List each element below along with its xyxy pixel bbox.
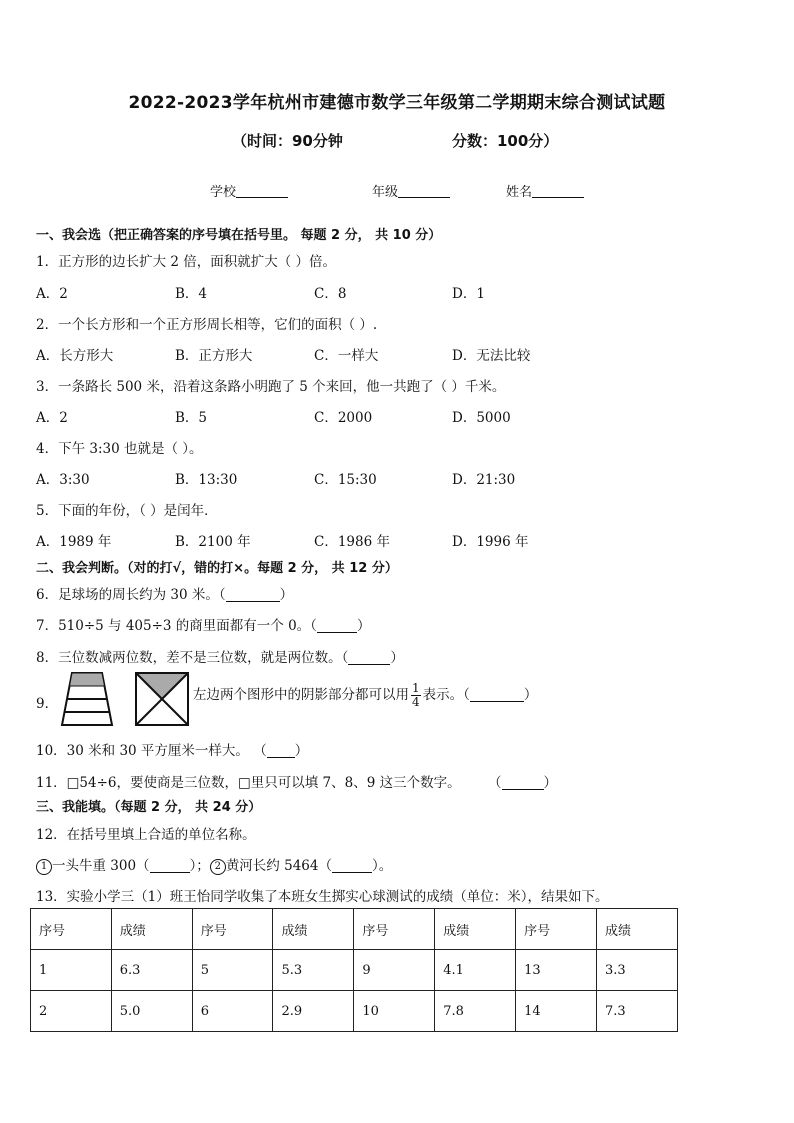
school-field[interactable]: [210, 181, 288, 200]
table-cell: 6.3: [111, 950, 192, 991]
table-cell: 5.0: [111, 991, 192, 1032]
table-cell: 9: [354, 950, 435, 991]
question-6: [36, 583, 293, 603]
table-cell: 13: [516, 950, 597, 991]
question-12: 12．在括号里填上合适的单位名称。: [36, 827, 256, 843]
table-header-cell: 成绩: [596, 909, 677, 950]
question-2: 2．一个长方形和一个正方形周长相等，它们的面积（ ）.: [36, 317, 378, 333]
table-cell: 14: [516, 991, 597, 1032]
q5-option-b[interactable]: B．2100 年: [175, 534, 251, 550]
q6-text: 6．足球场的周长约为 30 米。（: [36, 587, 226, 603]
q8-close-paren: ）: [390, 650, 404, 666]
q7-text: 7．510÷5 与 405÷3 的商里面都有一个 0。（: [36, 618, 317, 634]
trapezoid-figure: [60, 671, 114, 727]
q12-mid: ）；: [189, 858, 210, 874]
q7-close-paren: ）: [356, 618, 371, 634]
q4-option-b[interactable]: B．13:30: [175, 472, 238, 488]
q9-close-paren: ）: [523, 687, 538, 703]
q3-option-d[interactable]: D．5000: [452, 410, 511, 426]
name-label: 姓名: [506, 185, 533, 200]
q12-blank-1[interactable]: [150, 858, 190, 873]
question-11: 11．□54÷6，要使商是三位数，□里只可以填 7、8、9 这三个数字。: [36, 775, 461, 791]
section3-heading: 三、我能填。（每题 2 分， 共 24 分）: [36, 800, 262, 815]
time-label: （时间：90分钟: [232, 132, 343, 150]
school-label: 学校: [210, 185, 237, 200]
q1-option-d[interactable]: D．1: [452, 286, 485, 302]
q9-number: 9．: [36, 696, 59, 712]
q4-option-c[interactable]: C．15:30: [314, 472, 377, 488]
table-cell: 10: [354, 991, 435, 1032]
question-8: [36, 646, 404, 666]
grade-label: 年级: [372, 185, 399, 200]
question-12-items: [36, 854, 392, 875]
table-header-cell: 序号: [354, 909, 435, 950]
question-1: 1．正方形的边长扩大 2 倍，面积就扩大（ ）倍。: [36, 254, 337, 270]
q1-option-c[interactable]: C．8: [314, 286, 347, 302]
table-cell: 1: [31, 950, 112, 991]
q1-option-b[interactable]: B．4: [175, 286, 208, 302]
table-cell: 7.8: [435, 991, 516, 1032]
q3-option-b[interactable]: B．5: [175, 410, 208, 426]
fraction-numerator: 1: [412, 681, 420, 695]
q10-answer-blank[interactable]: [267, 743, 295, 758]
fraction-one-quarter: [411, 682, 421, 709]
q7-answer-blank[interactable]: [317, 618, 357, 633]
section1-heading: 一、我会选（把正确答案的序号填在括号里。 每题 2 分， 共 10 分）: [36, 228, 442, 243]
table-header-cell: 成绩: [273, 909, 354, 950]
page-title: 2022-2023学年杭州市建德市数学三年级第二学期期末综合测试试题: [128, 93, 666, 113]
question-13: 13．实验小学三（1）班王怡同学收集了本班女生掷实心球测试的成绩（单位：米），结果如下。: [36, 889, 609, 905]
q9-answer-blank[interactable]: [470, 687, 524, 702]
table-header-cell: 序号: [31, 909, 112, 950]
table-header-cell: 成绩: [435, 909, 516, 950]
q12-part2: 黄河长约 5464（: [225, 858, 332, 874]
scores-table: [30, 908, 678, 1032]
section2-heading: 二、我会判断。（对的打√，错的打×。每题 2 分， 共 12 分）: [36, 561, 398, 576]
fraction-denominator: 4: [412, 695, 420, 709]
score-label: 分数：100分）: [452, 132, 559, 150]
q11-answer-blank[interactable]: [502, 775, 544, 790]
q2-option-b[interactable]: B．正方形大: [175, 348, 253, 364]
table-row: [31, 950, 678, 991]
grade-field[interactable]: [372, 181, 450, 200]
trapezoid-shaded-part: [70, 673, 105, 686]
question-9: [193, 682, 537, 709]
table-cell: 2.9: [273, 991, 354, 1032]
table-cell: 2: [31, 991, 112, 1032]
q5-option-a[interactable]: A．1989 年: [36, 534, 112, 550]
question-3: 3．一条路长 500 米，沿着这条路小明跑了 5 个来回，他一共跑了（ ）千米。: [36, 379, 506, 395]
q6-close-paren: ）: [279, 587, 294, 603]
square-figure: [134, 671, 190, 727]
q2-option-a[interactable]: A．长方形大: [36, 348, 114, 364]
table-header-cell: 成绩: [111, 909, 192, 950]
circled-number-1: 1: [36, 859, 52, 875]
q12-end: ）。: [371, 858, 393, 874]
table-cell: 5.3: [273, 950, 354, 991]
square-shaded-triangle: [136, 673, 188, 699]
school-blank[interactable]: [236, 183, 288, 198]
question-10: [36, 739, 308, 759]
question-5: 5．下面的年份，（ ）是闰年．: [36, 503, 218, 519]
q8-answer-blank[interactable]: [348, 650, 390, 665]
q4-option-d[interactable]: D．21:30: [452, 472, 516, 488]
q2-option-d[interactable]: D．无法比较: [452, 348, 531, 364]
q10-text: 10．30 米和 30 平方厘米一样大。 （: [36, 743, 267, 759]
table-header-cell: 序号: [192, 909, 273, 950]
table-header-row: [31, 909, 678, 950]
q10-close-paren: ）: [294, 743, 309, 759]
q12-blank-2[interactable]: [332, 858, 372, 873]
table-cell: 7.3: [596, 991, 677, 1032]
question-4: 4．下午 3:30 也就是（ ）。: [36, 441, 203, 457]
table-cell: 3.3: [596, 950, 677, 991]
q2-option-c[interactable]: C．一样大: [314, 348, 379, 364]
q6-answer-blank[interactable]: [226, 587, 280, 602]
table-row: [31, 991, 678, 1032]
q9-text-after: 表示。（: [422, 687, 470, 703]
grade-blank[interactable]: [398, 183, 450, 198]
q3-option-a[interactable]: A．2: [36, 410, 68, 426]
table-cell: 4.1: [435, 950, 516, 991]
q1-option-a[interactable]: A．2: [36, 286, 68, 302]
question-7: [36, 614, 370, 634]
q12-part1: 一头牛重 300（: [52, 858, 150, 874]
q5-option-c[interactable]: C．1986 年: [314, 534, 390, 550]
q4-option-a[interactable]: A．3:30: [36, 472, 90, 488]
table-cell: 6: [192, 991, 273, 1032]
circled-number-2: 2: [210, 859, 226, 875]
q11-close-paren: ）: [543, 775, 557, 791]
name-blank[interactable]: [532, 183, 584, 198]
q8-text: 8．三位数减两位数，差不是三位数，就是两位数。（: [36, 650, 349, 666]
q3-option-c[interactable]: C．2000: [314, 410, 373, 426]
table-header-cell: 序号: [516, 909, 597, 950]
q11-answer: （ ）: [488, 775, 557, 791]
table-cell: 5: [192, 950, 273, 991]
q9-text-before: 左边两个图形中的阴影部分都可以用: [193, 687, 409, 703]
q5-option-d[interactable]: D．1996 年: [452, 534, 529, 550]
name-field[interactable]: [506, 181, 584, 200]
